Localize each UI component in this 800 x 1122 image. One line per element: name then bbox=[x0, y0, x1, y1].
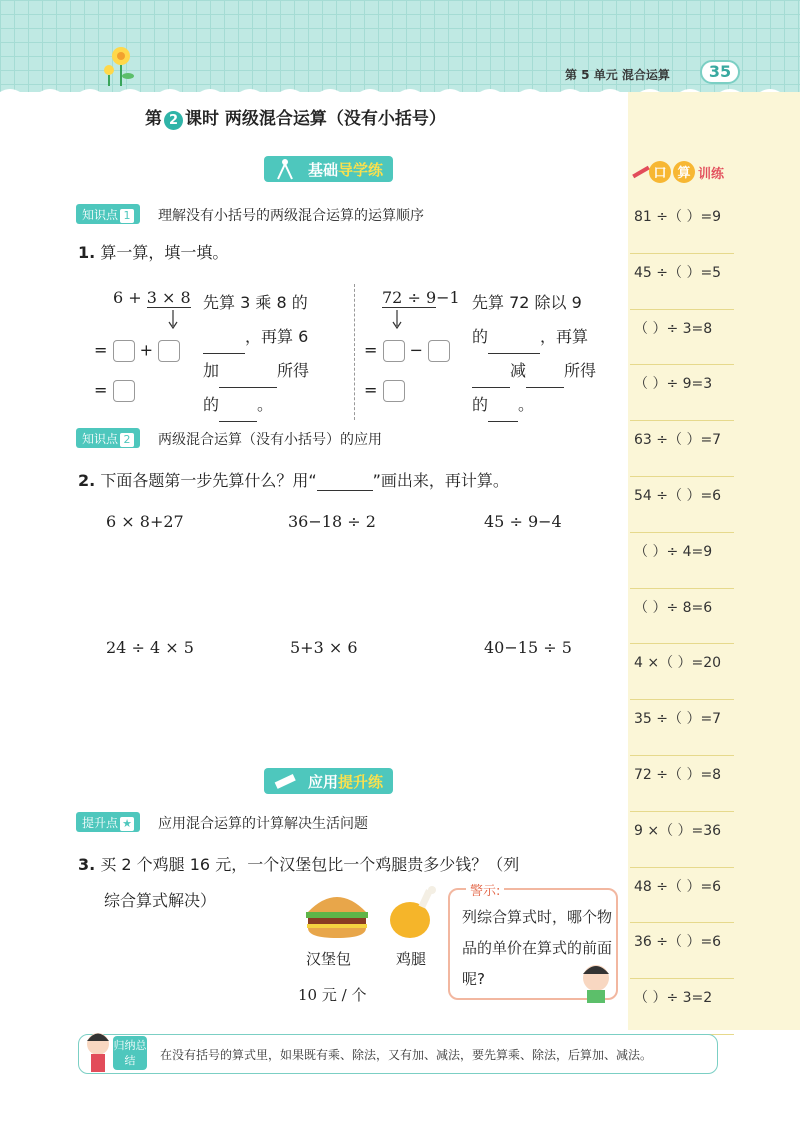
child-mascot-icon bbox=[578, 962, 614, 1004]
expression: 40−15 ÷ 5 bbox=[484, 638, 572, 657]
question-1: 1. 算一算，填一填。 bbox=[78, 243, 229, 262]
answer-blank[interactable] bbox=[488, 404, 518, 422]
oral-training-list bbox=[630, 198, 734, 1035]
knowledge-point-tag: 知识点 1 bbox=[76, 204, 140, 224]
underline-sample bbox=[317, 473, 373, 491]
knowledge-point-tag: 知识点 2 bbox=[76, 428, 140, 448]
q1-left-step2: = bbox=[94, 380, 135, 402]
knowledge-point-text: 理解没有小括号的两级混合运算的运算顺序 bbox=[158, 208, 424, 224]
improvement-point-tag: 提升点 ★ bbox=[76, 812, 140, 832]
svg-text:口: 口 bbox=[653, 166, 667, 181]
ruler-icon bbox=[272, 769, 298, 793]
unit-label: 第 5 单元 混合运算 bbox=[565, 68, 670, 82]
answer-box[interactable] bbox=[113, 380, 135, 402]
answer-blank[interactable] bbox=[219, 370, 277, 388]
application-banner: 应用提升练 bbox=[264, 768, 393, 794]
flower-icon bbox=[100, 40, 142, 88]
oral-training-item[interactable]: 4 ×（ ）=20 bbox=[630, 644, 734, 700]
answer-blank[interactable] bbox=[472, 370, 510, 388]
hint-label: 警示: bbox=[466, 880, 504, 899]
q1-right-step1: = − bbox=[364, 340, 450, 362]
oral-training-item[interactable]: （ ）÷ 9=3 bbox=[630, 365, 734, 421]
page-number: 35 bbox=[700, 60, 740, 84]
child-mascot-icon bbox=[84, 1030, 112, 1074]
lesson-number-badge: 2 bbox=[164, 111, 183, 130]
compass-icon bbox=[272, 157, 298, 181]
q1-left-step1: = + bbox=[94, 340, 180, 362]
q1-right-expression: 72 ÷ 9−1 bbox=[382, 288, 460, 307]
q1-left-description: 先算 3 乘 8 的 ，再算 6 加 所得 的 。 bbox=[203, 286, 309, 422]
svg-text:训练: 训练 bbox=[698, 167, 725, 182]
answer-blank[interactable] bbox=[203, 336, 245, 354]
oral-training-item[interactable]: （ ）÷ 8=6 bbox=[630, 589, 734, 645]
q1-left-expression: 6 + 3 × 8 bbox=[113, 288, 191, 307]
answer-box[interactable] bbox=[158, 340, 180, 362]
answer-box[interactable] bbox=[113, 340, 135, 362]
arrow-down-icon bbox=[392, 310, 402, 330]
q1-right-description: 先算 72 除以 9 的 ，再算 减 所得 的 。 bbox=[472, 286, 596, 422]
answer-blank[interactable] bbox=[488, 336, 540, 354]
svg-text:算: 算 bbox=[677, 166, 691, 181]
oral-training-item[interactable]: 9 ×（ ）=36 bbox=[630, 812, 734, 868]
expression: 5+3 × 6 bbox=[290, 638, 358, 657]
hamburger-label: 汉堡包 bbox=[306, 950, 352, 968]
expression: 24 ÷ 4 × 5 bbox=[106, 638, 194, 657]
drumstick-icon bbox=[386, 884, 440, 942]
expression: 6 × 8+27 bbox=[106, 512, 184, 531]
answer-blank[interactable] bbox=[219, 404, 257, 422]
oral-training-item[interactable]: （ ）÷ 4=9 bbox=[630, 533, 734, 589]
hamburger-price: 10 元 / 个 bbox=[298, 986, 367, 1004]
answer-box[interactable] bbox=[428, 340, 450, 362]
oral-training-item[interactable]: 35 ÷（ ）=7 bbox=[630, 700, 734, 756]
answer-box[interactable] bbox=[383, 380, 405, 402]
hint-text: 列综合算式时，哪个物品的单价在算式的前面呢? bbox=[462, 908, 613, 988]
oral-training-item[interactable]: 36 ÷（ ）=6 bbox=[630, 923, 734, 979]
basic-guided-banner: 基础导学练 bbox=[264, 156, 393, 182]
oral-training-item[interactable]: （ ）÷ 3=2 bbox=[630, 979, 734, 1035]
q1-right-step2: = bbox=[364, 380, 405, 402]
answer-box[interactable] bbox=[383, 340, 405, 362]
question-3: 3. 买 2 个鸡腿 16 元，一个汉堡包比一个鸡腿贵多少钱？（列 bbox=[78, 855, 520, 874]
column-divider bbox=[354, 284, 355, 420]
oral-training-item[interactable]: （ ）÷ 3=8 bbox=[630, 310, 734, 366]
answer-blank[interactable] bbox=[526, 370, 564, 388]
drumstick-label: 鸡腿 bbox=[396, 950, 427, 968]
expression: 36−18 ÷ 2 bbox=[288, 512, 376, 531]
knowledge-point-text: 两级混合运算（没有小括号）的应用 bbox=[158, 432, 382, 448]
summary-tag: 归纳总结 bbox=[113, 1036, 147, 1070]
oral-training-item[interactable]: 48 ÷（ ）=6 bbox=[630, 868, 734, 924]
question-3-line2: 综合算式解决） bbox=[104, 891, 217, 910]
arrow-down-icon bbox=[168, 310, 178, 330]
question-2: 2. 下面各题第一步先算什么？用“ ”画出来，再计算。 bbox=[78, 471, 509, 490]
summary-text: 在没有括号的算式里，如果既有乘、除法，又有加、减法，要先算乘、除法，后算加、减法。 bbox=[160, 1048, 653, 1062]
oral-training-title bbox=[630, 158, 735, 186]
oral-training-item[interactable]: 72 ÷（ ）=8 bbox=[630, 756, 734, 812]
expression: 45 ÷ 9−4 bbox=[484, 512, 562, 531]
improvement-point-text: 应用混合运算的计算解决生活问题 bbox=[158, 816, 368, 832]
oral-training-item[interactable]: 63 ÷（ ）=7 bbox=[630, 421, 734, 477]
oral-training-item[interactable]: 54 ÷（ ）=6 bbox=[630, 477, 734, 533]
lesson-title: 第 2 课时 两级混合运算（没有小括号） bbox=[145, 109, 446, 129]
oral-training-item[interactable]: 81 ÷（ ）=9 bbox=[630, 198, 734, 254]
oral-training-item[interactable]: 45 ÷（ ）=5 bbox=[630, 254, 734, 310]
hamburger-icon bbox=[304, 888, 370, 940]
